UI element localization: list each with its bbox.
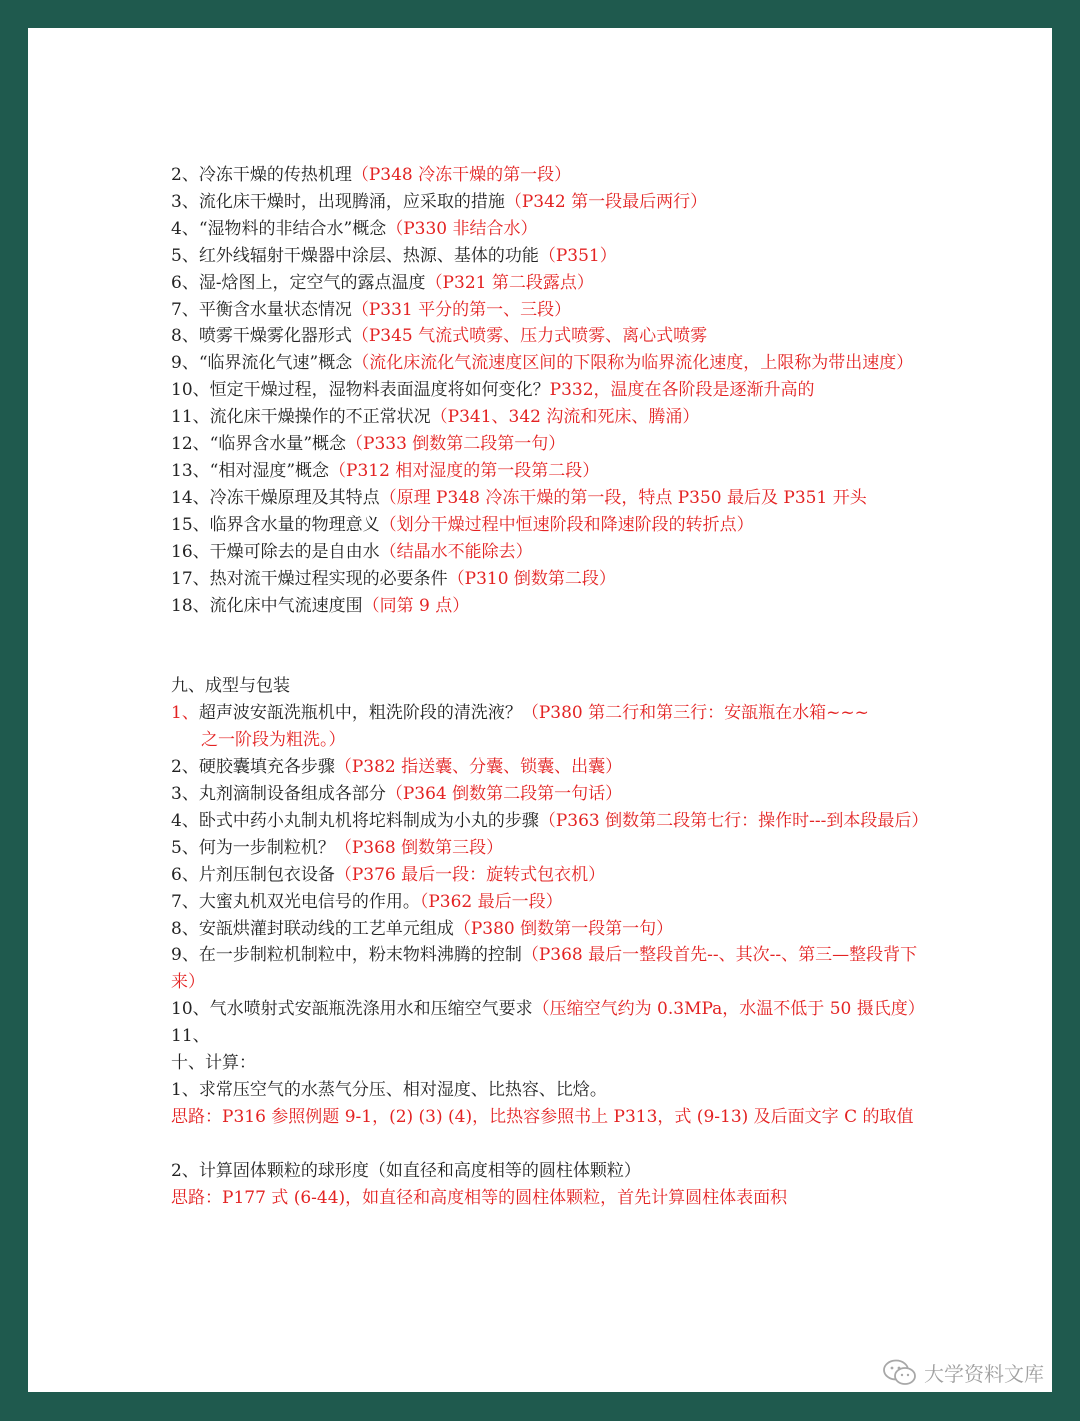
question-text: 超声波安瓿洗瓶机中，粗洗阶段的清洗液？ [198,703,522,724]
answer-text: （P351） [538,245,617,266]
question-text: 9、在一步制粒机制粒中，粉末物料沸腾的控制 [171,945,522,966]
list-item [171,512,941,539]
answer-text: （P342 第一段最后两行） [504,191,708,212]
list-item-empty: 11、 [171,1026,210,1047]
item-number: 1、 [171,703,199,724]
list-item [171,996,941,1023]
question-text: 4、“湿物料的非结合水”概念 [171,218,387,239]
list-item [171,889,941,916]
list-item [171,835,941,862]
document-body [171,162,941,1212]
question-text: 7、大蜜丸机双光电信号的作用。 [171,891,420,912]
answer-text: （P376 最后一段：旋转式包衣机） [334,864,606,885]
section-8-list [171,162,941,619]
list-item [171,700,941,727]
answer-text: （P348 冷冻干燥的第一段） [351,165,572,185]
answer-text: （流化床流化气流速度区间的下限称为临界流化速度，上限称为带出速度） [352,353,914,374]
list-item [171,458,941,485]
list-item [171,566,941,593]
question-text: 8、喷雾干燥雾化器形式 [171,326,352,347]
answer-text: （P363 倒数第二段第七行：操作时---到本段最后） [538,810,929,831]
answer-text: （P330 非结合水） [386,218,538,239]
answer-text: 思路：P316 参照例题 9-1，(2) (3) (4)，比热容参照书上 P313，式 (9-13) 及后面文字 C 的取值 [171,1106,914,1127]
watermark [882,1358,1044,1387]
answer-text: （结晶水不能除去） [379,541,533,562]
answer-text: P332，温度在各阶段是逐渐升高的 [549,380,815,401]
list-item [171,243,941,270]
list-item [171,431,941,458]
question-text: 4、卧式中药小丸制丸机将坨料制成为小丸的步骤 [171,810,539,831]
question-text: 7、平衡含水量状态情况 [171,299,352,320]
question-text: 14、冷冻干燥原理及其特点 [171,487,380,508]
answer-continuation: 之一阶段为粗洗。） [201,730,346,751]
question-text: 17、热对流干燥过程实现的必要条件 [171,568,448,589]
list-item [171,808,941,835]
question-text: 10、气水喷射式安瓿瓶洗涤用水和压缩空气要求 [171,999,533,1020]
question-text: 11、流化床干燥操作的不正常状况 [171,407,431,428]
list-item [171,593,941,620]
list-item [171,942,941,996]
document-page [28,28,1052,1392]
list-item [171,162,941,189]
list-item [171,377,941,404]
list-item [171,189,941,216]
answer-text: （P382 指送囊、分囊、锁囊、出囊） [334,757,623,778]
list-item [171,350,941,377]
question-text: 10、恒定干燥过程，湿物料表面温度将如何变化？ [171,380,550,401]
question-text: 13、“相对湿度”概念 [171,460,330,481]
section-10-heading: 十、计算： [171,1053,256,1074]
answer-text: （同第 9 点） [362,595,470,616]
question-text: 9、“临界流化气速”概念 [171,353,353,374]
question-text: 3、丸剂滴制设备组成各部分 [171,784,386,805]
question-text: 5、红外线辐射干燥器中涂层、热源、基体的功能 [171,245,539,266]
list-item [171,754,941,781]
list-item [171,539,941,566]
answer-text: （P362 最后一段） [419,891,563,912]
answer-text: 思路：P177 式 (6-44)，如直径和高度相等的圆柱体颗粒，首先计算圆柱体表面积 [171,1187,788,1208]
answer-text: （P368 最后一整段首先--、其次--、第三—整段背下来） [171,945,918,993]
list-item [171,781,941,808]
list-item [171,323,941,350]
question-text: 6、湿-焓图上，定空气的露点温度 [171,272,426,293]
answer-text: （原理 P348 冷冻干燥的第一段，特点 P350 最后及 P351 开头 [379,487,867,508]
list-item [171,297,941,324]
watermark-text: 大学资料文库 [924,1362,1044,1386]
question-text: 1、求常压空气的水蒸气分压、相对湿度、比热容、比焓。 [171,1080,607,1100]
answer-text: （P345 气流式喷雾、压力式喷雾、离心式喷雾 [351,326,708,347]
answer-text: （P321 第二段露点） [425,272,594,293]
question-text: 18、流化床中气流速度围 [171,595,363,616]
answer-text: （P341、342 沟流和死床、腾涌） [430,407,700,428]
section-9-list [171,754,941,1023]
list-item [171,862,941,889]
question-text: 16、干燥可除去的是自由水 [171,541,380,562]
list-item [171,216,941,243]
question-text: 12、“临界含水量”概念 [171,434,347,455]
list-item [171,916,941,943]
section-9-heading: 九、成型与包装 [171,676,290,697]
answer-text: （P364 倒数第二段第一句话） [385,784,623,805]
answer-text: （划分干燥过程中恒速阶段和降速阶段的转折点） [379,514,754,535]
answer-text: （P312 相对湿度的第一段第二段） [329,460,600,481]
answer-text: （P380 第二行和第三行：安瓿瓶在水箱~~~ [521,703,869,724]
list-item [171,270,941,297]
question-text: 3、流化床干燥时，出现腾涌，应采取的措施 [171,191,505,212]
list-item [171,485,941,512]
question-text: 8、安瓿烘灌封联动线的工艺单元组成 [171,918,454,939]
answer-text: （P310 倒数第二段） [447,568,616,589]
list-item [171,404,941,431]
question-text: 15、临界含水量的物理意义 [171,514,380,535]
question-text: 2、硬胶囊填充各步骤 [171,757,335,778]
wechat-icon [882,1359,918,1387]
answer-text: （P331 平分的第一、三段） [351,299,572,320]
question-text: 5、何为一步制粒机？ [171,837,335,858]
question-text: 2、计算固体颗粒的球形度（如直径和高度相等的圆柱体颗粒） [171,1160,641,1181]
answer-text: （P368 倒数第三段） [334,837,504,858]
question-text: 2、冷冻干燥的传热机理 [171,165,352,185]
answer-text: （P380 倒数第一段第一句） [453,918,674,939]
answer-text: （P333 倒数第二段第一句） [346,434,566,455]
question-text: 6、片剂压制包衣设备 [171,864,335,885]
answer-text: （压缩空气约为 0.3MPa，水温不低于 50 摄氏度） [532,999,925,1020]
